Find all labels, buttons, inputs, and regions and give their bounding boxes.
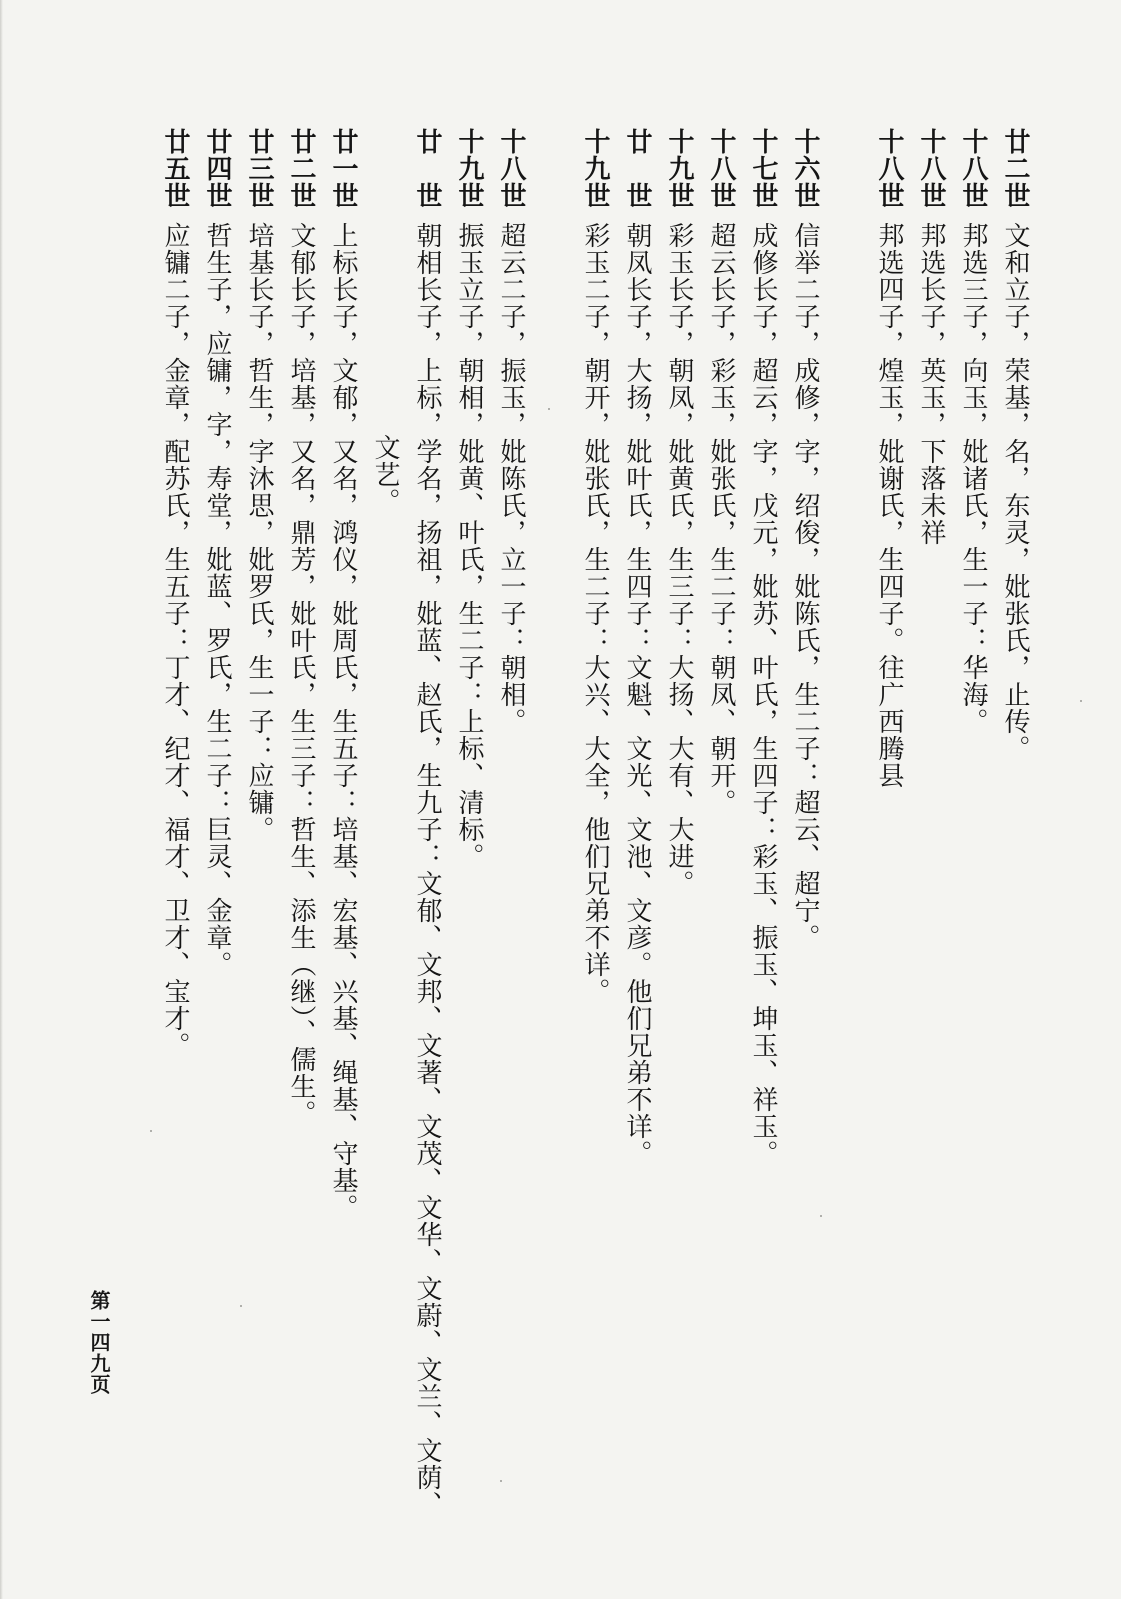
entry-text: 信举二子，成修，字，绍俊，妣陈氏，生二子：超云、超宁。 [790, 222, 820, 951]
generation-label: 十八世 [874, 128, 904, 209]
scan-speck [1080, 700, 1082, 702]
entry-text: 哲生子，应镛，字，寿堂，妣蓝、罗氏，生二子：巨灵、金章。 [202, 222, 232, 978]
entry-text: 成修长子，超云，字，戊元，妣苏、叶氏，生四子：彩玉、振玉、坤玉、祥玉。 [748, 222, 778, 1167]
entry-column [748, 128, 778, 1167]
entry-text: 彩玉二子，朝开，妣张氏，生二子：大兴、大全，他们兄弟不详。 [580, 222, 610, 1005]
entry-column [622, 128, 652, 1167]
generation-label: 十八世 [496, 128, 526, 209]
entry-column [1000, 128, 1030, 762]
entry-text: 上标长子，文郁，又名，鸿仪，妣周氏，生五子：培基、宏基、兴基、绳基、守基。 [328, 222, 358, 1221]
entry-text: 振玉立子，朝相，妣黄、叶氏，生二子：上标、清标。 [454, 222, 484, 870]
page-number: 第一四九页 [87, 1290, 111, 1395]
generation-label: 十八世 [916, 128, 946, 209]
generation-label: 十九世 [664, 128, 694, 209]
generation-label: 十九世 [454, 128, 484, 209]
generation-label: 廿二世 [286, 128, 316, 209]
entry-continuation [370, 434, 400, 515]
scan-speck [240, 1305, 242, 1307]
entry-column [874, 128, 904, 789]
entry-text: 应镛二子，金章，配苏氏，生五子：丁才、纪才、福才、卫才、宝才。 [160, 222, 190, 1059]
generation-label: 廿 世 [412, 128, 442, 209]
entry-text: 超云二子，振玉，妣陈氏，立一子：朝相。 [496, 222, 526, 735]
entry-column [286, 128, 316, 1127]
entry-column [496, 128, 526, 735]
generation-label: 廿一世 [328, 128, 358, 209]
generation-label: 十九世 [580, 128, 610, 209]
entry-column [160, 128, 190, 1059]
entry-column [202, 128, 232, 978]
entry-column [580, 128, 610, 1005]
generation-label: 廿四世 [202, 128, 232, 209]
entry-column [454, 128, 484, 870]
entry-column [244, 128, 274, 843]
entry-column [916, 128, 946, 546]
entry-text: 文郁长子，培基，又名，鼎芳，妣叶氏，生三子：哲生、添生（继）、儒生。 [286, 222, 316, 1127]
entry-column [958, 128, 988, 735]
generation-label: 十七世 [748, 128, 778, 209]
entry-text: 邦选长子，英玉，下落未祥 [916, 222, 946, 546]
generation-label: 廿二世 [1000, 128, 1030, 209]
generation-label: 廿五世 [160, 128, 190, 209]
scan-speck [500, 1480, 502, 1482]
entry-column [790, 128, 820, 951]
page-edge-shadow [0, 0, 3, 1599]
scan-speck [150, 1130, 152, 1132]
generation-label: 十八世 [706, 128, 736, 209]
entry-text: 文艺。 [370, 434, 400, 515]
entry-text: 文和立子，荣基，名，东灵，妣张氏，止传。 [1000, 222, 1030, 762]
generation-label: 十八世 [958, 128, 988, 209]
entry-text: 超云长子，彩玉，妣张氏，生二子：朝凤、朝开。 [706, 222, 736, 816]
scan-speck [548, 408, 550, 410]
entry-column [706, 128, 736, 816]
generation-label: 十六世 [790, 128, 820, 209]
entry-text: 邦选四子，煌玉，妣谢氏，生四子。往广西腾县 [874, 222, 904, 789]
entry-column [328, 128, 358, 1221]
entry-column [664, 128, 694, 897]
generation-label: 廿三世 [244, 128, 274, 209]
entry-text: 朝相长子，上标，学名，扬祖，妣蓝、赵氏，生九子：文郁、文邦、文著、文茂、文华、文蔚、文兰、文荫、 [412, 222, 442, 1518]
entry-text: 彩玉长子，朝凤，妣黄氏，生三子：大扬、大有、大进。 [664, 222, 694, 897]
entry-text: 邦选三子，向玉，妣诸氏，生一子：华海。 [958, 222, 988, 735]
entry-column [412, 128, 442, 1518]
entry-text: 培基长子，哲生，字沐思，妣罗氏，生一子：应镛。 [244, 222, 274, 843]
scan-speck [820, 1215, 822, 1217]
entry-text: 朝凤长子，大扬，妣叶氏，生四子：文魁、文光、文池、文彦。他们兄弟不详。 [622, 222, 652, 1167]
generation-label: 廿 世 [622, 128, 652, 209]
